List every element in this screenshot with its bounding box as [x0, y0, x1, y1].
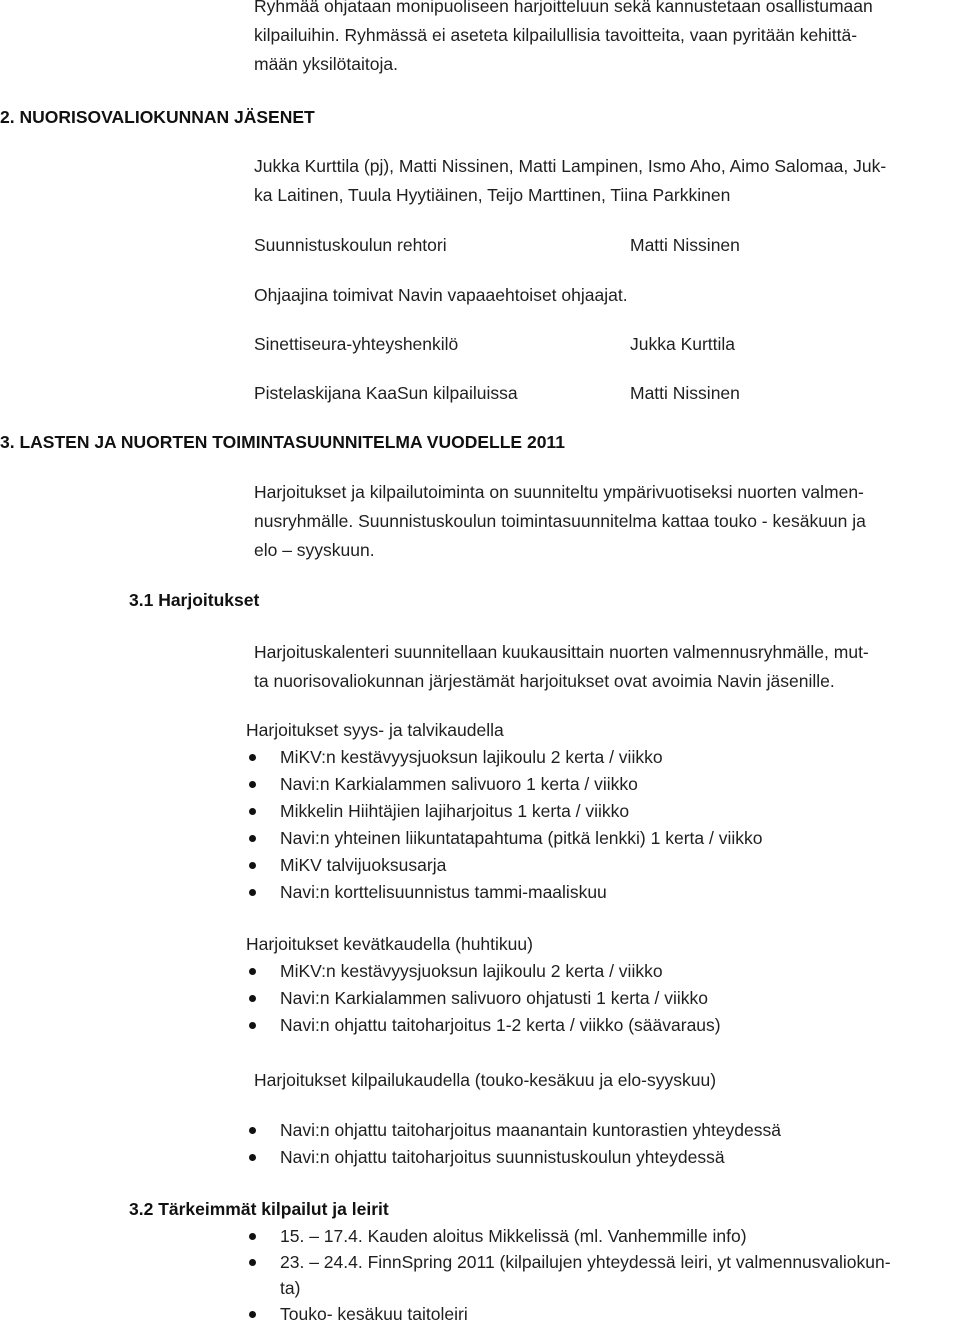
bullet-icon: [249, 1127, 256, 1134]
list-item: MiKV talvijuoksusarja: [246, 852, 762, 879]
section-2-heading: 2. NUORISOVALIOKUNNAN JÄSENET: [0, 107, 315, 127]
bullet-icon: [249, 781, 256, 788]
subsection-3-1-heading: 3.1 Harjoitukset: [129, 590, 260, 610]
bullet-icon: [249, 1022, 256, 1029]
kilpailu-heading: Harjoitukset kilpailukaudella (touko-kesäkuu ja elo-syyskuu): [254, 1070, 717, 1090]
list-item: Navi:n yhteinen liikuntatapahtuma (pitkä lenkki) 1 kerta / viikko: [246, 825, 762, 852]
list-item: MiKV:n kestävyysjuoksun lajikoulu 2 kerta / viikko: [246, 958, 721, 985]
members-paragraph: [254, 152, 886, 210]
list-item: Navi:n ohjattu taitoharjoitus suunnistuskoulun yhteydessä: [246, 1144, 781, 1171]
list-item: MiKV:n kestävyysjuoksun lajikoulu 2 kerta / viikko: [246, 744, 762, 771]
section-3-heading: 3. LASTEN JA NUORTEN TOIMINTASUUNNITELMA VUODELLE 2011: [0, 432, 565, 452]
syys-list: [246, 744, 762, 906]
list-item: Navi:n Karkialammen salivuoro ohjatusti 1 kerta / viikko: [246, 985, 721, 1012]
text-line: ta nuorisovaliokunnan järjestämät harjoitukset ovat avoimia Navin jäsenille.: [254, 671, 835, 691]
section-3-intro: [254, 478, 866, 565]
bullet-icon: [249, 889, 256, 896]
list-item: Navi:n korttelisuunnistus tammi-maaliskuu: [246, 879, 762, 906]
kilpailu-list: [246, 1117, 781, 1171]
text-line: ka Laitinen, Tuula Hyytiäinen, Teijo Marttinen, Tiina Parkkinen: [254, 185, 731, 205]
bullet-icon: [249, 1259, 256, 1266]
intro-paragraph: [254, 0, 873, 79]
bullet-icon: [249, 968, 256, 975]
ohjaajat-text: Ohjaajina toimivat Navin vapaaehtoiset ohjaajat.: [254, 285, 628, 305]
text-line: Jukka Kurttila (pj), Matti Nissinen, Matti Lampinen, Ismo Aho, Aimo Salomaa, Juk-: [254, 156, 887, 176]
bullet-icon: [249, 808, 256, 815]
kevat-list: [246, 958, 721, 1039]
bullet-icon: [249, 835, 256, 842]
pistelaskija-name: Matti Nissinen: [630, 383, 740, 403]
pistelaskija-label: Pistelaskijana KaaSun kilpailuissa: [254, 383, 518, 403]
list-item: Navi:n ohjattu taitoharjoitus maanantain kuntorastien yhteydessä: [246, 1117, 781, 1144]
text-line: Harjoitukset ja kilpailutoiminta on suunniteltu ympärivuotiseksi nuorten valmen-: [254, 482, 864, 502]
list-item: Touko- kesäkuu taitoleiri: [246, 1301, 891, 1327]
text-line: nusryhmälle. Suunnistuskoulun toimintasuunnitelma kattaa touko - kesäkuun ja: [254, 511, 866, 531]
list-item: Mikkelin Hiihtäjien lajiharjoitus 1 kerta / viikko: [246, 798, 762, 825]
bullet-icon: [249, 1154, 256, 1161]
bullet-icon: [249, 1311, 256, 1318]
text-line: elo – syyskuun.: [254, 540, 375, 560]
rehtori-label: Suunnistuskoulun rehtori: [254, 235, 447, 255]
syys-heading: Harjoitukset syys- ja talvikaudella: [246, 720, 504, 740]
calendar-paragraph: [254, 638, 869, 696]
bullet-icon: [249, 1233, 256, 1240]
bullet-icon: [249, 862, 256, 869]
bullet-icon: [249, 995, 256, 1002]
sinettiseura-label: Sinettiseura-yhteyshenkilö: [254, 334, 459, 354]
list-item: 23. – 24.4. FinnSpring 2011 (kilpailujen yhteydessä leiri, yt valmennusvaliokun- ta): [246, 1249, 891, 1301]
list-item: 15. – 17.4. Kauden aloitus Mikkelissä (ml. Vanhemmille info): [246, 1223, 891, 1249]
subsection-3-2-heading: 3.2 Tärkeimmät kilpailut ja leirit: [129, 1199, 389, 1219]
kevat-heading: Harjoitukset kevätkaudella (huhtikuu): [246, 934, 533, 954]
rehtori-name: Matti Nissinen: [630, 235, 740, 255]
bullet-icon: [249, 754, 256, 761]
list-item: Navi:n ohjattu taitoharjoitus 1-2 kerta / viikko (säävaraus): [246, 1012, 721, 1039]
text-line: Harjoituskalenteri suunnitellaan kuukausittain nuorten valmennusryhmälle, mut-: [254, 642, 869, 662]
list-item: Navi:n Karkialammen salivuoro 1 kerta / viikko: [246, 771, 762, 798]
text-line: kilpailuihin. Ryhmässä ei aseteta kilpailullisia tavoitteita, vaan pyritään kehittä-: [254, 25, 858, 45]
text-line: Ryhmää ohjataan monipuoliseen harjoitteluun sekä kannustetaan osallistumaan: [254, 0, 873, 16]
text-line: mään yksilötaitoja.: [254, 54, 398, 74]
kilpailut-list: [246, 1223, 891, 1327]
sinettiseura-name: Jukka Kurttila: [630, 334, 736, 354]
